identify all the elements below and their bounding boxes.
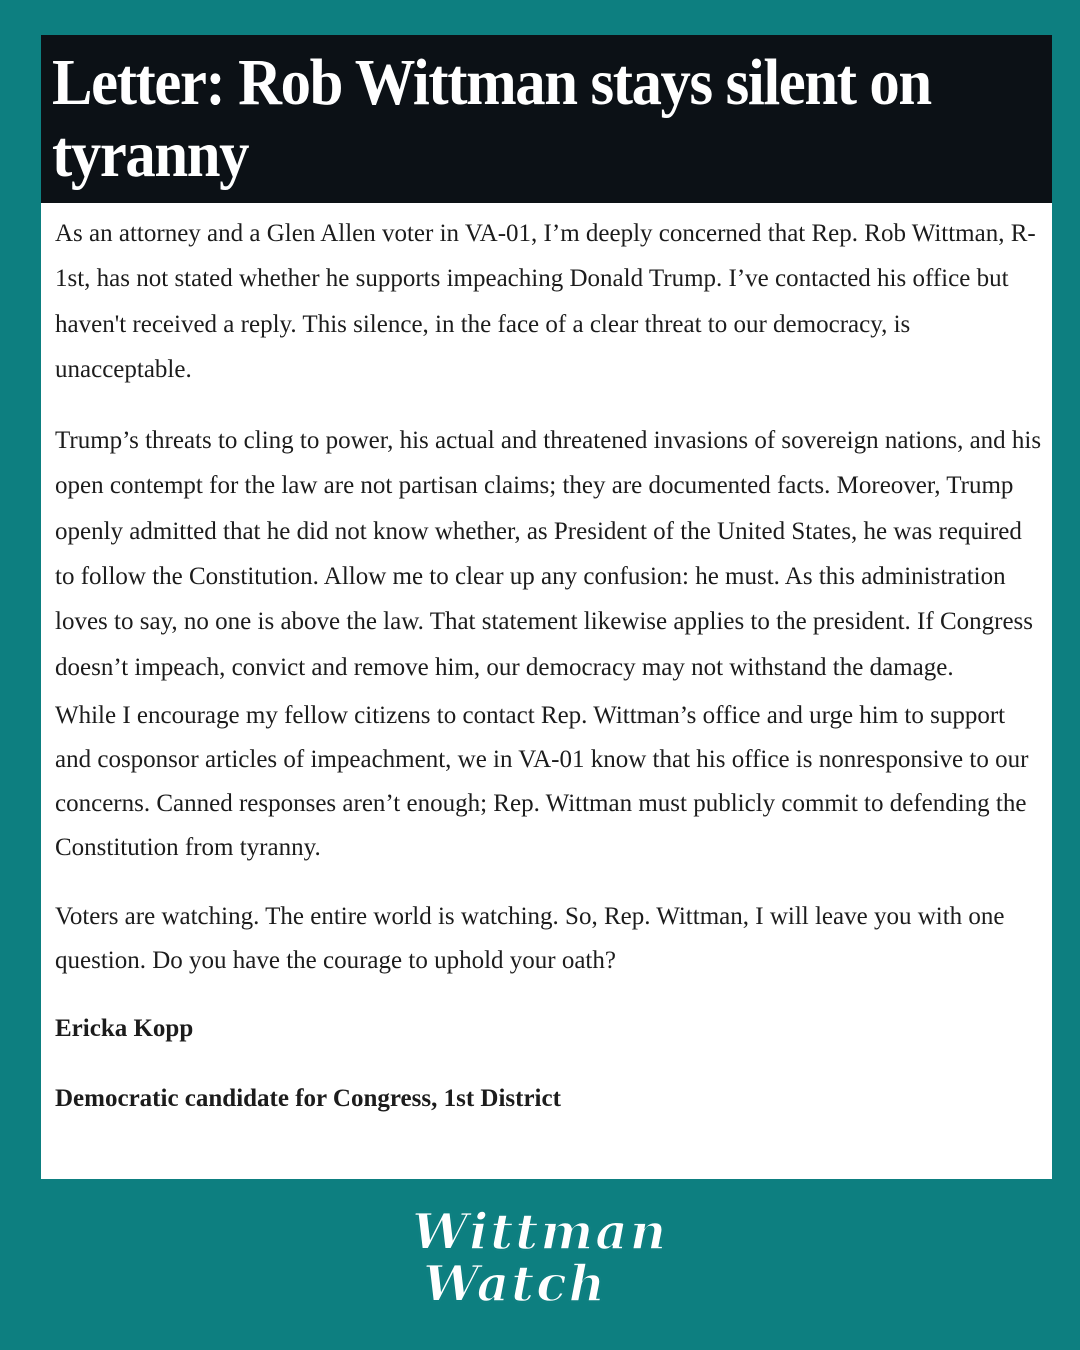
signature-title: Democratic candidate for Congress, 1st District <box>55 1084 561 1112</box>
paragraph-1: As an attorney and a Glen Allen voter in VA-01, I’m deeply concerned that Rep. Rob Wittman, R-1st, has not stated whether he supports impeaching Donald Trump. I’ve contacted his office but haven't received a reply. This silence, in the face of a clear threat to our democracy, is unacceptable. <box>55 220 1036 383</box>
paragraph-2: Trump’s threats to cling to power, his actual and threatened invasions of sovereign nations, and his open contempt for the law are not partisan claims; they are documented facts. Moreover, Trump openly admitted that he did not know whether, as President of the United States, he was required to follow the Constitution. Allow me to clear up any confusion: he must. As this administration loves to say, no one is above the law. That statement likewise applies to the president. If Congress doesn’t impeach, convict and remove him, our democracy may not withstand the damage. <box>55 427 1042 681</box>
paragraph-3: While I encourage my fellow citizens to contact Rep. Wittman’s office and urge him to support and cosponsor articles of impeachment, we in VA-01 know that his office is nonresponsive to our concerns. Canned responses aren’t enough; Rep. Wittman must publicly commit to defending the Constitution from tyranny. <box>55 701 1029 861</box>
signature-name: Ericka Kopp <box>55 1014 194 1042</box>
brand-line-1: Wittman <box>411 1202 669 1261</box>
brand-logo <box>0 1202 1080 1313</box>
letter-body <box>41 203 1052 1179</box>
headline-banner <box>41 35 1052 203</box>
headline: Letter: Rob Wittman stays silent on tyranny <box>52 46 931 191</box>
paragraph-4: Voters are watching. The entire world is watching. So, Rep. Wittman, I will leave you with one question. Do you have the courage to uphold your oath? <box>55 902 1005 974</box>
brand-line-2: Watch <box>422 1254 608 1313</box>
